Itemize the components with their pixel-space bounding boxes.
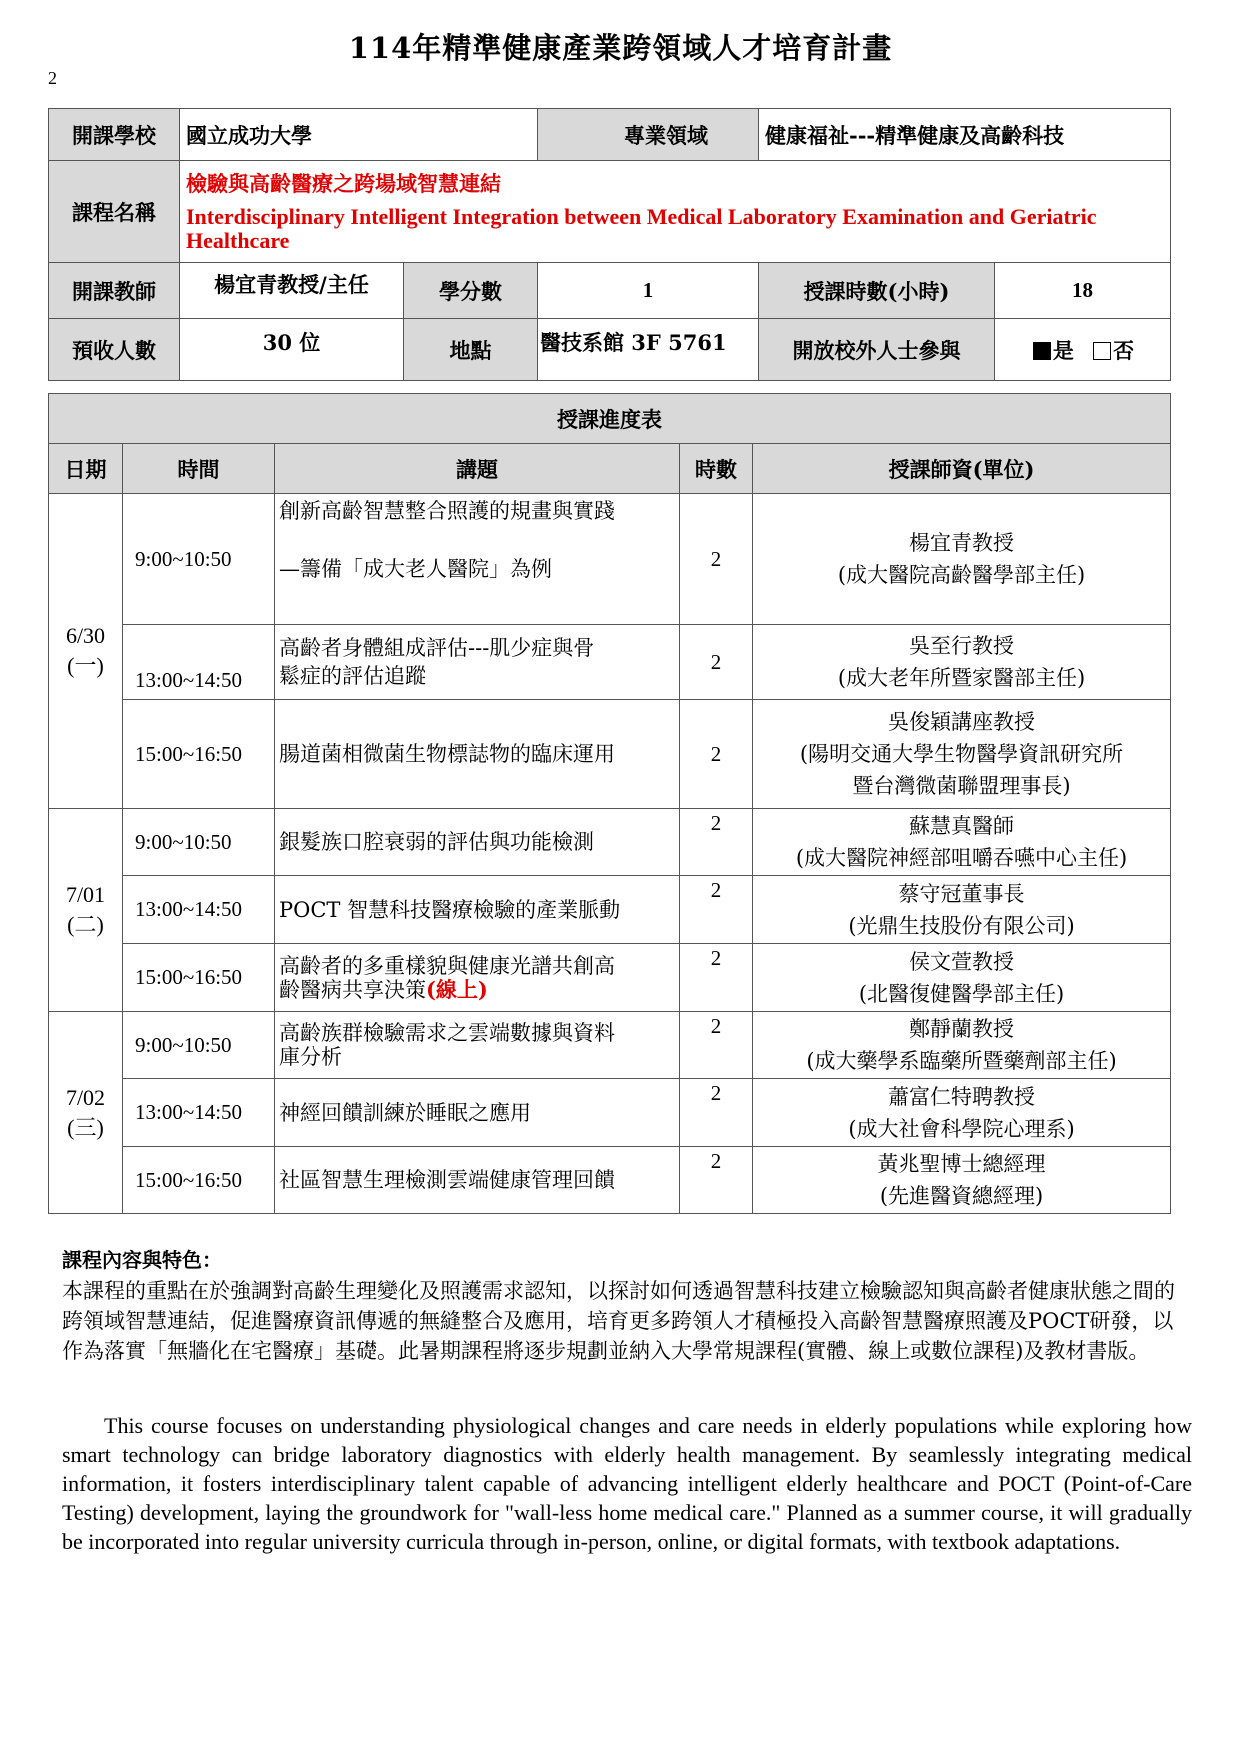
open-yes-label: 是 — [1052, 337, 1074, 363]
topic-line: —籌備「成大老人醫院」為例 — [279, 557, 552, 581]
enroll-value: 30 位 — [180, 319, 404, 381]
table-row — [49, 876, 1171, 944]
enroll-label: 預收人數 — [49, 319, 180, 381]
session-teacher — [753, 944, 1171, 1012]
topic-line: 鬆症的評估追蹤 — [279, 664, 426, 688]
session-topic — [275, 944, 680, 1012]
description-en: This course focuses on understanding physiological changes and care needs in elderly populations while exploring how smart technology can bridge laboratory diagnostics with elderly health management. By seamlessly integrating medical information, it fosters interdisciplinary talent capable of advancing intelligent elderly healthcare and POCT (Point-of-Care Testing) development, laying the groundwork for "wall-less home medical care." Planned as a summer course, it will gradually be incorporated into regular university curricula through in-person, online, or digital formats, with textbook adaptations. — [62, 1413, 1192, 1554]
session-hours: 2 — [680, 809, 753, 876]
teacher-unit: (光鼎生技股份有限公司) — [848, 913, 1075, 938]
header-teacher: 授課師資(單位) — [753, 444, 1171, 494]
session-topic — [275, 494, 680, 625]
teacher-label: 開課教師 — [49, 263, 180, 319]
session-teacher — [753, 1147, 1171, 1214]
session-time: 9:00~10:50 — [123, 494, 275, 625]
teacher-name: 蕭富仁特聘教授 — [888, 1084, 1036, 1109]
topic-line — [279, 978, 675, 1002]
table-row — [49, 494, 1171, 625]
topic-line: 高齡者身體組成評估---肌少症與骨 — [279, 636, 595, 660]
topic-text: 齡醫病共享決策 — [279, 977, 426, 1002]
session-teacher — [753, 700, 1171, 809]
header-date: 日期 — [49, 444, 123, 494]
credits-value: 1 — [538, 263, 759, 319]
course-name-en: Interdisciplinary Intelligent Integration between Medical Laboratory Examination and Geriatric Healthcare — [186, 204, 1097, 253]
schedule-table — [48, 393, 1171, 1214]
topic-line: 高齡者的多重樣貌與健康光譜共創高 — [279, 953, 615, 978]
weekday-text: (三) — [67, 1114, 104, 1140]
field-value: 健康福祉---精準健康及高齡科技 — [759, 109, 1171, 161]
session-topic: 腸道菌相微菌生物標誌物的臨床運用 — [275, 700, 680, 809]
teacher-name: 侯文萱教授 — [909, 949, 1015, 974]
description-cn: 本課程的重點在於強調對高齡生理變化及照護需求認知，以探討如何透過智慧科技建立檢驗認知與高齡者健康狀態之間的跨領域智慧連結，促進醫療資訊傳遞的無縫整合及應用，培育更多跨領人才積極投入高齡智慧醫療照護及POCT研發，以作為落實「無牆化在宅醫療」基礎。此暑期課程將逐步規劃並納入大學常規課程(實體、線上或數位課程)及教材書版。 — [62, 1279, 1175, 1363]
session-topic: 社區智慧生理檢測雲端健康管理回饋 — [275, 1147, 680, 1214]
teacher-name: 鄭靜蘭教授 — [909, 1017, 1015, 1041]
field-label: 專業領域 — [538, 109, 759, 161]
session-topic: 神經回饋訓練於睡眠之應用 — [275, 1079, 680, 1147]
session-hours: 2 — [680, 1147, 753, 1214]
hours-value: 18 — [995, 263, 1171, 319]
header-topic: 講題 — [275, 444, 680, 494]
school-label: 開課學校 — [49, 109, 180, 161]
session-hours: 2 — [680, 494, 753, 625]
header-time: 時間 — [123, 444, 275, 494]
table-row — [49, 944, 1171, 1012]
topic-line: 高齡族群檢驗需求之雲端數據與資料 — [279, 1021, 615, 1045]
teacher-unit: (陽明交通大學生物醫學資訊研究所 — [799, 742, 1124, 766]
teacher-unit: 暨台灣微菌聯盟理事長) — [852, 774, 1071, 798]
session-time: 13:00~14:50 — [123, 1079, 275, 1147]
teacher-name: 楊宜青教授 — [909, 531, 1015, 555]
topic-line: 創新高齡智慧整合照護的規畫與實踐 — [279, 499, 615, 523]
header-hours: 時數 — [680, 444, 753, 494]
credits-label: 學分數 — [404, 263, 538, 319]
course-info-table — [48, 108, 1171, 381]
date-text: 7/01 — [65, 882, 106, 907]
session-time: 15:00~16:50 — [123, 700, 275, 809]
teacher-unit: (先進醫資總經理) — [879, 1184, 1044, 1208]
session-hours: 2 — [680, 700, 753, 809]
date-cell — [49, 494, 123, 809]
topic-line: 庫分析 — [279, 1045, 342, 1069]
session-hours: 2 — [680, 1012, 753, 1079]
teacher-name: 黃兆聖博士總經理 — [877, 1152, 1046, 1176]
session-hours: 2 — [680, 1079, 753, 1147]
hours-label: 授課時數(小時) — [759, 263, 995, 319]
weekday-text: (二) — [67, 912, 104, 937]
page-number: 2 — [48, 68, 57, 88]
session-topic: POCT 智慧科技醫療檢驗的產業脈動 — [275, 876, 680, 944]
session-teacher — [753, 494, 1171, 625]
session-time: 9:00~10:50 — [123, 1012, 275, 1079]
online-tag: (線上) — [426, 976, 488, 1002]
school-value: 國立成功大學 — [180, 109, 538, 161]
session-teacher — [753, 625, 1171, 700]
location-label: 地點 — [404, 319, 538, 381]
session-time: 15:00~16:50 — [123, 1147, 275, 1214]
teacher-name: 蘇慧真醫師 — [909, 814, 1015, 838]
session-time: 9:00~10:50 — [123, 809, 275, 876]
teacher-unit: (成大老年所暨家醫部主任) — [837, 666, 1086, 690]
session-topic — [275, 625, 680, 700]
date-cell — [49, 1012, 123, 1214]
document-title: 114年精準健康產業跨領域人才培育計畫 — [348, 31, 893, 65]
open-no-label: 否 — [1113, 337, 1135, 363]
teacher-unit: (成大醫院神經部咀嚼吞嚥中心主任) — [795, 846, 1128, 870]
date-text: 7/02 — [65, 1084, 106, 1110]
teacher-unit: (成大社會科學院心理系) — [848, 1116, 1075, 1141]
session-teacher — [753, 809, 1171, 876]
teacher-unit: (北醫復健醫學部主任) — [858, 981, 1065, 1006]
teacher-name: 吳至行教授 — [909, 634, 1015, 658]
table-row — [49, 1079, 1171, 1147]
session-teacher — [753, 1012, 1171, 1079]
session-time: 15:00~16:50 — [123, 944, 275, 1012]
table-row — [49, 1147, 1171, 1214]
session-teacher — [753, 1079, 1171, 1147]
table-row — [49, 625, 1171, 700]
session-time: 13:00~14:50 — [123, 625, 275, 700]
date-cell — [49, 809, 123, 1012]
open-label: 開放校外人士參與 — [759, 319, 995, 381]
location-value: 醫技系館 3F 5761 — [538, 319, 759, 381]
description-heading: 課程內容與特色： — [62, 1248, 222, 1272]
date-text: 6/30 — [65, 623, 106, 648]
course-name-label: 課程名稱 — [49, 161, 180, 263]
table-row — [49, 700, 1171, 809]
teacher-unit: (成大醫院高齡醫學部主任) — [837, 563, 1086, 587]
session-hours: 2 — [680, 944, 753, 1012]
teacher-value: 楊宜青教授/主任 — [180, 263, 404, 319]
session-hours: 2 — [680, 876, 753, 944]
session-time: 13:00~14:50 — [123, 876, 275, 944]
session-teacher — [753, 876, 1171, 944]
checked-box-icon — [1033, 342, 1051, 360]
session-hours: 2 — [680, 625, 753, 700]
table-row — [49, 1012, 1171, 1079]
schedule-title: 授課進度表 — [49, 394, 1171, 444]
teacher-name: 吳俊穎講座教授 — [888, 710, 1036, 734]
course-name-cn: 檢驗與高齡醫療之跨場域智慧連結 — [186, 171, 501, 196]
session-topic — [275, 1012, 680, 1079]
teacher-name: 蔡守冠董事長 — [898, 881, 1025, 906]
open-options — [995, 319, 1171, 381]
table-row — [49, 809, 1171, 876]
session-topic: 銀髮族口腔衰弱的評估與功能檢測 — [275, 809, 680, 876]
weekday-text: (一) — [67, 653, 104, 678]
teacher-unit: (成大藥學系臨藥所暨藥劑部主任) — [806, 1049, 1117, 1073]
unchecked-box-icon — [1093, 342, 1111, 360]
